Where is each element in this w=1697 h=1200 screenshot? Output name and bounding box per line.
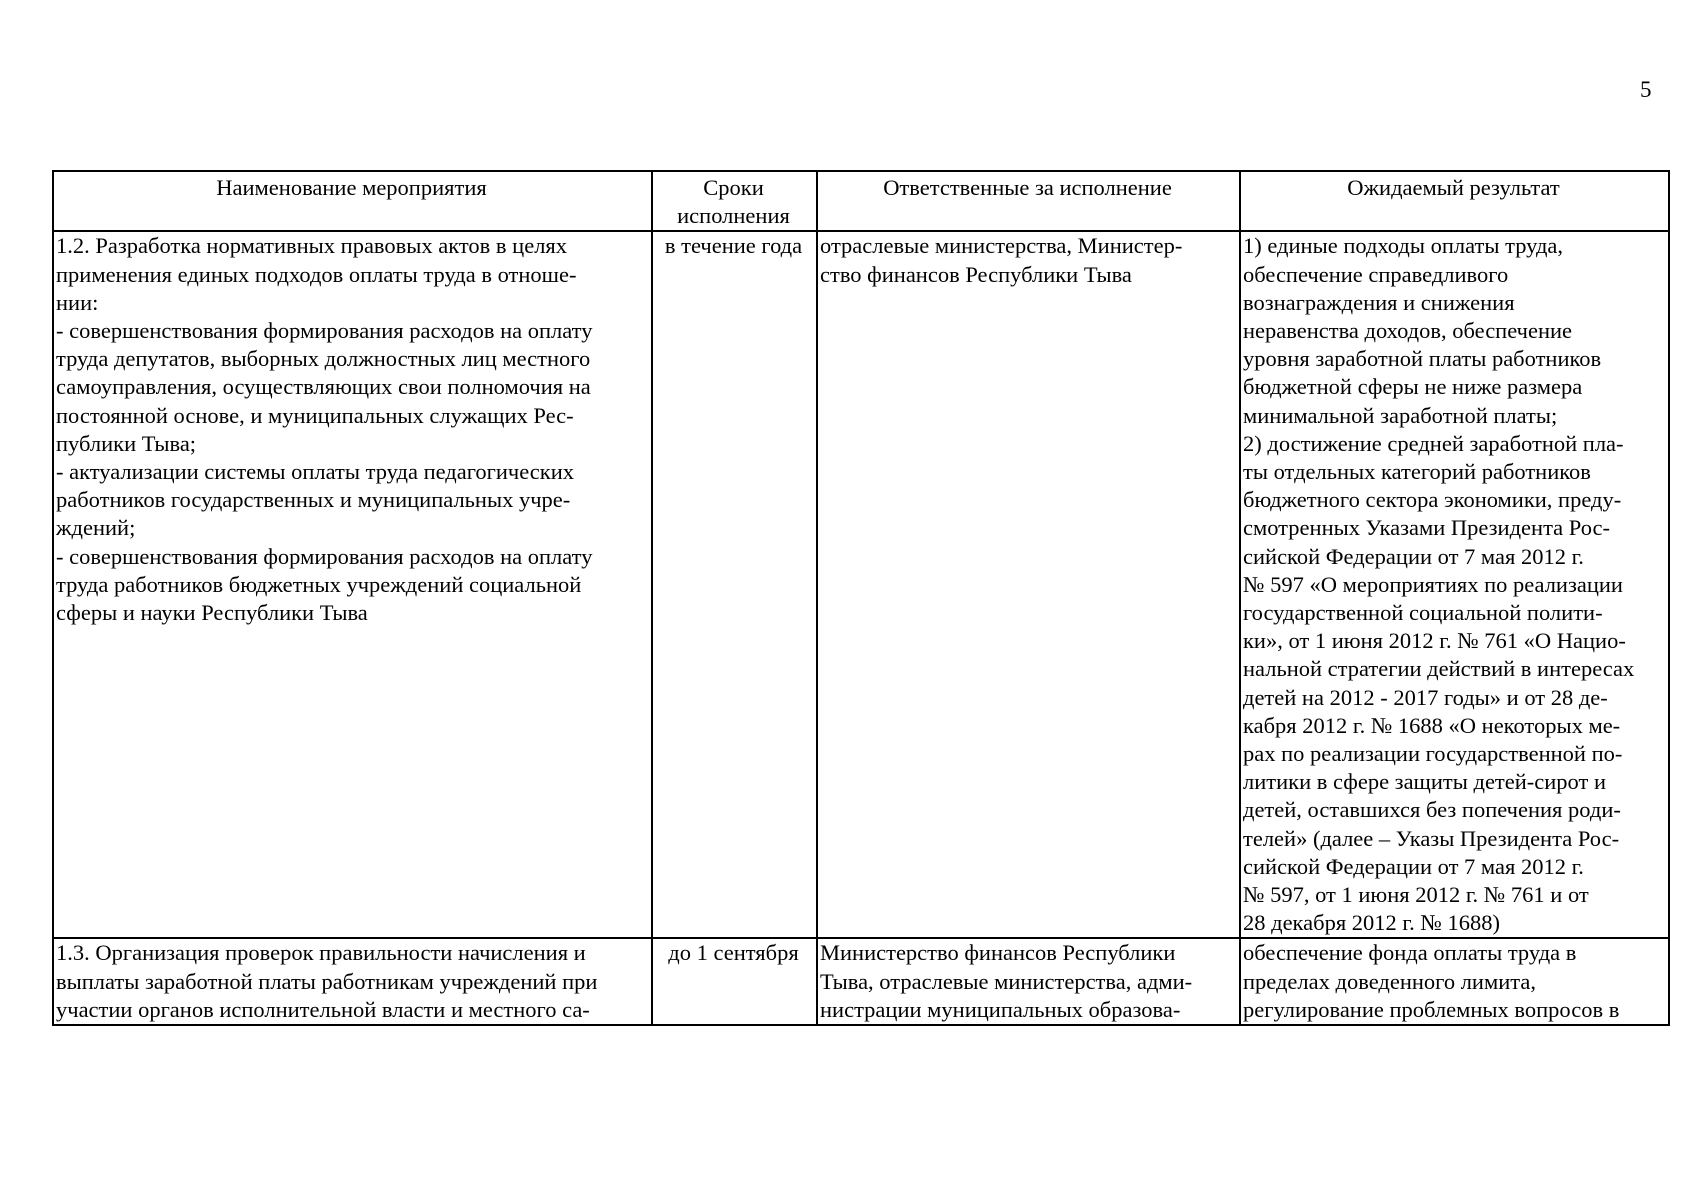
header-responsible: Ответственные за исполнение [817,171,1240,231]
table-header-row [53,171,1669,231]
measure-name-text [56,939,647,1024]
text-line: № 597 «О мероприятиях по реализации [1243,571,1623,597]
text-line: нии: [56,289,99,315]
text-line: 1.2. Разработка нормативных правовых актов в целях [56,233,568,259]
header-deadline [652,171,817,231]
text-line: обеспечение фонда оплаты труда в [1243,940,1577,966]
text-line: нистрации муниципальных образова- [820,996,1181,1022]
text-line: применения единых подходов оплаты труда в отноше- [56,261,577,287]
text-line: выплаты заработной платы работникам учреждений при [56,968,598,994]
responsible-cell [817,938,1240,1025]
expected-result-cell [1240,938,1669,1025]
expected-result-text [1243,939,1664,1024]
expected-result-cell [1240,231,1669,938]
header-expected-result: Ожидаемый результат [1240,171,1669,231]
text-line: Министерство финансов Республики [820,940,1176,966]
text-line: 2) достижение средней заработной пла- [1243,430,1624,456]
text-line: нальной стратегии действий в интересах [1243,656,1635,682]
measure-name-cell [53,231,652,938]
measure-name-cell [53,938,652,1025]
text-line: сферы и науки Республики Тыва [56,600,368,626]
text-line: - совершенствования формирования расходов на оплату [56,318,593,344]
text-line: ки», от 1 июня 2012 г. № 761 «О Нацио- [1243,628,1626,654]
page-number: 5 [1640,77,1652,102]
text-line: Тыва, отраслевые министерства, адми- [820,968,1193,994]
responsible-text [820,232,1235,288]
text-line: участии органов исполнительной власти и местного са- [56,996,590,1022]
deadline-cell: до 1 сентября [652,938,817,1025]
header-deadline-line: Сроки [703,175,764,200]
text-line: отраслевые министерства, Министер- [820,233,1183,259]
text-line: ство финансов Республики Тыва [820,261,1132,287]
measures-table [52,170,1670,1026]
responsible-cell [817,231,1240,938]
text-line: работников государственных и муниципальных учре- [56,487,571,513]
text-line: труда работников бюджетных учреждений социальной [56,571,582,597]
responsible-text [820,939,1235,1024]
text-line: рах по реализации государственной по- [1243,741,1623,767]
text-line: кабря 2012 г. № 1688 «О некоторых ме- [1243,712,1621,738]
text-line: пределах доведенного лимита, [1243,968,1536,994]
table-row [53,938,1669,1025]
text-line: - актуализации системы оплаты труда педагогических [56,459,574,485]
text-line: публики Тыва; [56,430,197,456]
text-line: - совершенствования формирования расходов на оплату [56,543,593,569]
text-line: труда депутатов, выборных должностных лиц местного [56,346,591,372]
text-line: детей на 2012 - 2017 годы» и от 28 де- [1243,684,1608,710]
text-line: 28 декабря 2012 г. № 1688) [1243,910,1500,936]
text-line: государственной социальной полити- [1243,600,1603,626]
table-row [53,231,1669,938]
text-line: 1) единые подходы оплаты труда, [1243,233,1564,259]
text-line: бюджетной сферы не ниже размера [1243,374,1583,400]
text-line: детей, оставшихся без попечения роди- [1243,797,1621,823]
measure-name-text [56,232,647,627]
text-line: самоуправления, осуществляющих свои полномочия на [56,374,591,400]
text-line: № 597, от 1 июня 2012 г. № 761 и от [1243,882,1589,908]
text-line: вознаграждения и снижения [1243,289,1515,315]
text-line: телей» (далее – Указы Президента Рос- [1243,825,1620,851]
expected-result-text [1243,232,1664,937]
text-line: смотренных Указами Президента Рос- [1243,515,1611,541]
text-line: постоянной основе, и муниципальных служащих Рес- [56,402,574,428]
text-line: уровня заработной платы работников [1243,346,1602,372]
header-deadline-line: исполнения [677,203,790,229]
deadline-cell: в течение года [652,231,817,938]
text-line: литики в сфере защиты детей-сирот и [1243,769,1607,795]
text-line: 1.3. Организация проверок правильности начисления и [56,940,586,966]
text-line: регулирование проблемных вопросов в [1243,996,1620,1022]
text-line: сийской Федерации от 7 мая 2012 г. [1243,543,1584,569]
text-line: ты отдельных категорий работников [1243,459,1591,485]
header-measure-name: Наименование мероприятия [53,171,652,231]
text-line: сийской Федерации от 7 мая 2012 г. [1243,853,1584,879]
text-line: неравенства доходов, обеспечение [1243,318,1573,344]
text-line: бюджетного сектора экономики, преду- [1243,487,1622,513]
text-line: обеспечение справедливого [1243,261,1509,287]
text-line: ждений; [56,515,136,541]
text-line: минимальной заработной платы; [1243,402,1558,428]
